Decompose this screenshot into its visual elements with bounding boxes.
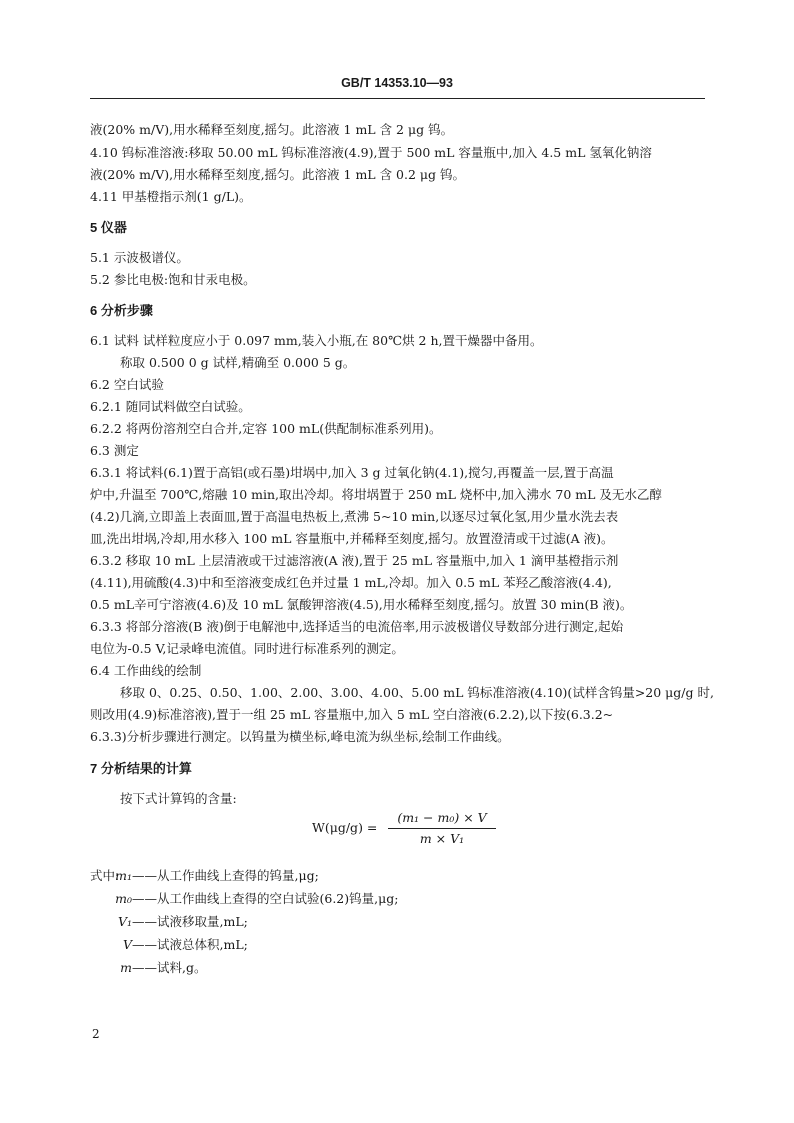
definition-row <box>90 933 398 956</box>
text-line: 液(20% m/V),用水稀释至刻度,摇匀。此溶液 1 mL 含 2 μg 钨。 <box>90 122 454 137</box>
clause-6-4: 6.4 工作曲线的绘制 <box>90 663 202 678</box>
text-line: (4.2)几滴,立即盖上表面皿,置于高温电热板上,煮沸 5~10 min,以逐尽过氧化氢,用少量水洗去表 <box>90 509 619 524</box>
text-line: 6.3.3)分析步骤进行测定。以钨量为横坐标,峰电流为纵坐标,绘制工作曲线。 <box>90 729 510 744</box>
section-6-heading: 6 分析步骤 <box>90 303 153 318</box>
symbol: V₁ <box>117 914 132 929</box>
text-line: 称取 0.500 0 g 试样,精确至 0.000 5 g。 <box>120 355 356 370</box>
text-line: 0.5 mL辛可宁溶液(4.6)及 10 mL 氯酸钾溶液(4.5),用水稀释至刻度,摇匀。放置 30 min(B 液)。 <box>90 597 633 612</box>
formula-denominator: m × V₁ <box>419 831 465 846</box>
text-line: 炉中,升温至 700℃,熔融 10 min,取出冷却。将坩埚置于 250 mL 烧杯中,加入沸水 70 mL 及无水乙醇 <box>90 487 662 502</box>
definitions-prefix: 式中: <box>90 868 120 883</box>
clause-6-3-3: 6.3.3 将部分溶液(B 液)倒于电解池中,选择适当的电流倍率,用示波极谱仪导数部分进行测定,起始 <box>90 619 624 634</box>
tungsten-content-formula <box>312 808 532 852</box>
definition-row <box>90 956 398 979</box>
formula-lhs: W(μg/g) = <box>312 820 378 835</box>
formula-numerator: (m₁ − m₀) × V <box>397 810 487 825</box>
clause-5-1: 5.1 示波极谱仪。 <box>90 250 189 265</box>
clause-6-2: 6.2 空白试验 <box>90 377 164 392</box>
clause-6-3-2: 6.3.2 移取 10 mL 上层清液或干过滤溶液(A 液),置于 25 mL 容量瓶中,加入 1 滴甲基橙指示剂 <box>90 553 619 568</box>
clause-4-11: 4.11 甲基橙指示剂(1 g/L)。 <box>90 189 252 204</box>
clause-6-1: 6.1 试料 试样粒度应小于 0.097 mm,装入小瓶,在 80℃烘 2 h,置干燥器中备用。 <box>90 333 543 348</box>
text-line: 液(20% m/V),用水稀释至刻度,摇匀。此溶液 1 mL 含 0.2 μg 钨。 <box>90 167 466 182</box>
text-line: 电位为-0.5 V,记录峰电流值。同时进行标准系列的测定。 <box>90 641 404 656</box>
definition-row <box>90 910 398 933</box>
section-5-heading: 5 仪器 <box>90 220 127 235</box>
document-code-header: GB/T 14353.10—93 <box>341 76 453 90</box>
clause-6-3: 6.3 测定 <box>90 443 139 458</box>
clause-5-2: 5.2 参比电极:饱和甘汞电极。 <box>90 272 256 287</box>
definition-text: ——从工作曲线上查得的空白试验(6.2)钨量,μg; <box>132 891 399 906</box>
symbol: m₁ <box>115 868 132 883</box>
clause-6-2-1: 6.2.1 随同试料做空白试验。 <box>90 399 251 414</box>
definition-text: ——试液移取量,mL; <box>132 914 248 929</box>
definition-row <box>90 864 398 887</box>
text-line: 移取 0、0.25、0.50、1.00、2.00、3.00、4.00、5.00 mL 钨标准溶液(4.10)(试样含钨量>20 μg/g 时, <box>120 685 714 700</box>
clause-4-10: 4.10 钨标准溶液:移取 50.00 mL 钨标准溶液(4.9),置于 500 mL 容量瓶中,加入 4.5 mL 氢氧化钠溶 <box>90 145 652 160</box>
text-line: 皿,洗出坩埚,冷却,用水移入 100 mL 容量瓶中,并稀释至刻度,摇匀。放置澄清或干过滤(A 液)。 <box>90 531 614 546</box>
definition-text: ——试料,g。 <box>132 960 207 975</box>
text-line: (4.11),用硫酸(4.3)中和至溶液变成红色并过量 1 mL,冷却。加入 0.5 mL 苯羟乙酸溶液(4.4), <box>90 575 612 590</box>
clause-6-3-1: 6.3.1 将试料(6.1)置于高铝(或石墨)坩埚中,加入 3 g 过氧化钠(4.1),搅匀,再覆盖一层,置于高温 <box>90 465 614 480</box>
definition-text: ——试液总体积,mL; <box>132 937 248 952</box>
symbol: m <box>120 960 132 975</box>
text-line: 则改用(4.9)标准溶液),置于一组 25 mL 容量瓶中,加入 5 mL 空白溶液(6.2.2),以下按(6.3.2~ <box>90 707 614 722</box>
symbol: m₀ <box>115 891 132 906</box>
symbol: V <box>122 937 132 952</box>
definition-row <box>90 887 398 910</box>
formula-fraction <box>388 808 496 849</box>
page-number: 2 <box>92 1027 100 1041</box>
header-rule <box>90 98 705 99</box>
clause-6-2-2: 6.2.2 将两份溶剂空白合并,定容 100 mL(供配制标准系列用)。 <box>90 421 442 436</box>
definition-text: ——从工作曲线上查得的钨量,μg; <box>132 868 319 883</box>
symbol-definitions <box>90 864 398 979</box>
text-line: 按下式计算钨的含量: <box>120 791 237 806</box>
section-7-heading: 7 分析结果的计算 <box>90 761 192 776</box>
